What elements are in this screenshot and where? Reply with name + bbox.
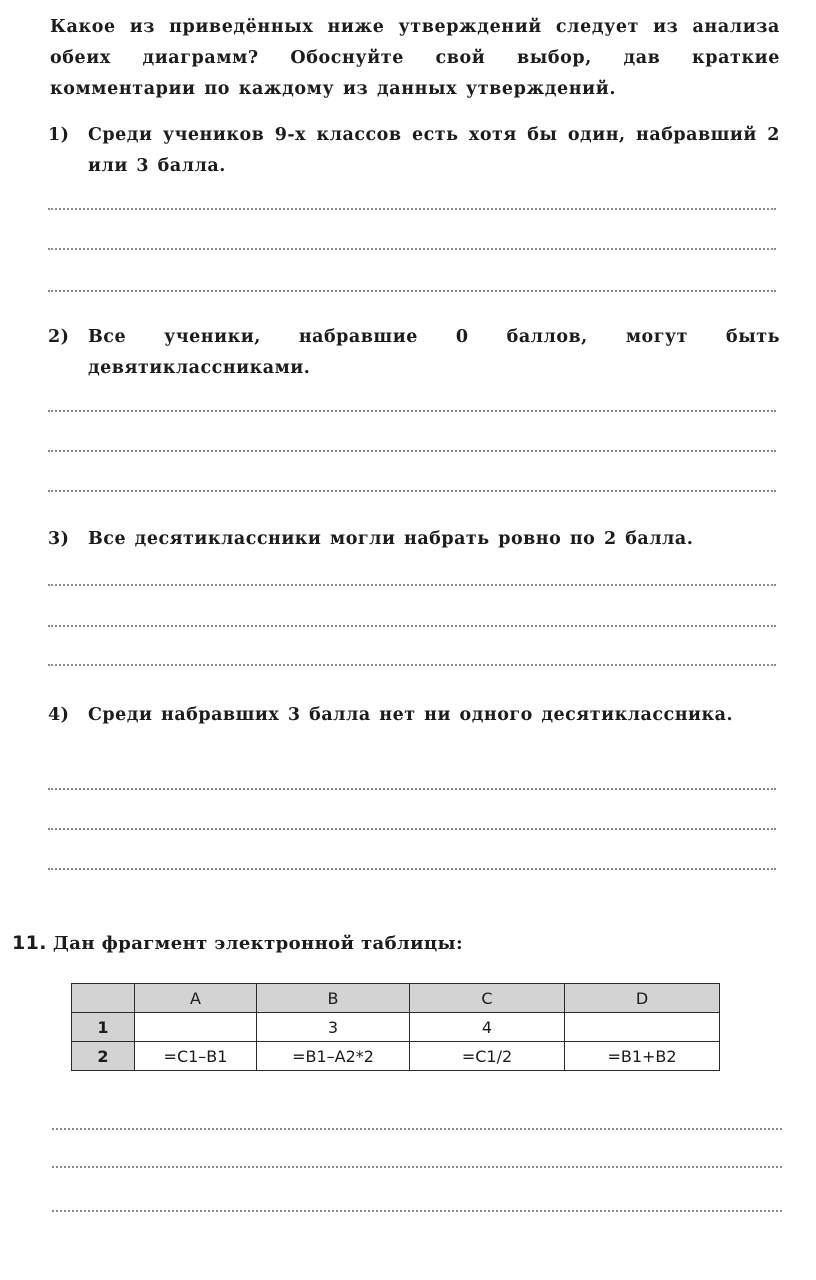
task-text: Дан фрагмент электронной таблицы: (52, 933, 464, 954)
corner-cell (72, 984, 135, 1013)
question-intro: Какое из приведённых ниже утверждений следует из анализа обеих диаграмм? Обоснуйте свой выбор, дав краткие комментарии по каждому из данных утверждений. (50, 17, 780, 99)
statement-2 (48, 322, 780, 384)
answer-line[interactable] (48, 584, 776, 586)
answer-line[interactable] (48, 788, 776, 790)
answer-line[interactable] (48, 625, 776, 627)
statement-number: 4) (48, 705, 70, 725)
answer-line[interactable] (52, 1166, 782, 1168)
cell-d1 (565, 1013, 720, 1042)
statement-1 (48, 120, 780, 182)
answer-line[interactable] (48, 290, 776, 292)
statement-text: Среди набравших 3 балла нет ни одного десятиклассника. (88, 705, 734, 725)
spreadsheet-fragment (71, 983, 720, 1071)
answer-line[interactable] (52, 1210, 782, 1212)
table-row (72, 1042, 720, 1071)
cell-b1: 3 (257, 1013, 410, 1042)
column-header-row (72, 984, 720, 1013)
answer-line[interactable] (48, 208, 776, 210)
cell-c2: =C1/2 (410, 1042, 565, 1071)
answer-line[interactable] (48, 664, 776, 666)
column-header-a: A (135, 984, 257, 1013)
cell-a2: =C1–B1 (135, 1042, 257, 1071)
column-header-d: D (565, 984, 720, 1013)
cell-a1 (135, 1013, 257, 1042)
answer-line[interactable] (48, 450, 776, 452)
answer-line[interactable] (52, 1128, 782, 1130)
answer-line[interactable] (48, 828, 776, 830)
statement-4 (48, 700, 780, 731)
row-header-1: 1 (72, 1013, 135, 1042)
statement-3 (48, 524, 780, 555)
statement-text: Среди учеников 9-х классов есть хотя бы один, набравший 2 или 3 балла. (88, 125, 780, 176)
statement-number: 2) (48, 327, 70, 347)
cell-d2: =B1+B2 (565, 1042, 720, 1071)
cell-b2: =B1–A2*2 (257, 1042, 410, 1071)
statement-text: Все ученики, набравшие 0 баллов, могут быть девятиклассниками. (88, 327, 780, 378)
task-number: 11. (12, 932, 47, 954)
table-row (72, 1013, 720, 1042)
statement-number: 1) (48, 125, 70, 145)
column-header-c: C (410, 984, 565, 1013)
answer-line[interactable] (48, 248, 776, 250)
cell-c1: 4 (410, 1013, 565, 1042)
task-11-heading (12, 928, 463, 959)
answer-line[interactable] (48, 490, 776, 492)
row-header-2: 2 (72, 1042, 135, 1071)
statement-number: 3) (48, 529, 70, 549)
answer-line[interactable] (48, 868, 776, 870)
answer-line[interactable] (48, 410, 776, 412)
column-header-b: B (257, 984, 410, 1013)
statement-text: Все десятиклассники могли набрать ровно по 2 балла. (88, 529, 694, 549)
